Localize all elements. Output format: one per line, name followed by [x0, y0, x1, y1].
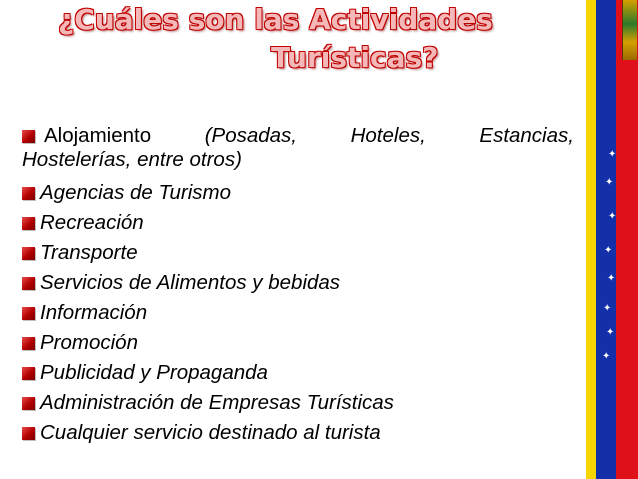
list-item-continuation: Hostelerías, entre otros) — [22, 148, 242, 171]
red-square-bullet-icon — [22, 130, 35, 143]
coat-of-arms-icon — [622, 0, 637, 60]
star-icon: ✦ — [604, 245, 613, 256]
list-item — [22, 178, 574, 208]
list-item-word: Estancias, — [479, 124, 574, 147]
list-item-label: Administración de Empresas Turísticas — [40, 391, 394, 414]
red-square-bullet-icon — [22, 337, 35, 350]
list-item — [22, 124, 574, 172]
star-icon: ✦ — [606, 327, 615, 338]
star-icon: ✦ — [608, 211, 617, 222]
star-icon: ✦ — [608, 149, 617, 160]
list-item-label: Publicidad y Propaganda — [40, 361, 268, 384]
red-square-bullet-icon — [22, 277, 35, 290]
red-square-bullet-icon — [22, 247, 35, 260]
red-square-bullet-icon — [22, 397, 35, 410]
flag-stripe-yellow — [586, 0, 596, 479]
list-item-label: Servicios de Alimentos y bebidas — [40, 271, 341, 294]
list-item-label: Agencias de Turismo — [40, 181, 232, 204]
activities-list — [22, 124, 574, 448]
list-item-label: Recreación — [40, 211, 144, 234]
list-item-label: Transporte — [40, 241, 138, 264]
red-square-bullet-icon — [22, 427, 35, 440]
list-item-word: Hoteles, — [350, 124, 426, 147]
star-icon: ✦ — [607, 273, 616, 284]
star-icon: ✦ — [603, 303, 612, 314]
venezuela-flag-stripes — [586, 0, 638, 479]
red-square-bullet-icon — [22, 217, 35, 230]
list-item-lead — [40, 124, 574, 148]
list-item-word: Alojamiento — [44, 124, 152, 147]
list-item-label: Promoción — [40, 331, 138, 354]
list-item-word: (Posadas, — [204, 124, 298, 147]
list-item — [22, 328, 574, 358]
flag-stripe-red — [616, 0, 638, 479]
flag-stripe-blue — [596, 0, 616, 479]
red-square-bullet-icon — [22, 187, 35, 200]
list-item — [22, 418, 574, 448]
list-item — [22, 298, 574, 328]
slide-title-line2: Turísticas? — [271, 41, 439, 74]
list-item — [22, 388, 574, 418]
list-item — [22, 238, 574, 268]
red-square-bullet-icon — [22, 367, 35, 380]
red-square-bullet-icon — [22, 307, 35, 320]
list-item-label: Información — [40, 301, 148, 324]
slide-title-line1: ¿Cuáles son las Actividades — [58, 3, 493, 36]
star-icon: ✦ — [602, 351, 611, 362]
star-icon: ✦ — [605, 177, 614, 188]
list-item — [22, 208, 574, 238]
list-item — [22, 268, 574, 298]
list-item — [22, 358, 574, 388]
list-item-label: Cualquier servicio destinado al turista — [40, 421, 381, 444]
